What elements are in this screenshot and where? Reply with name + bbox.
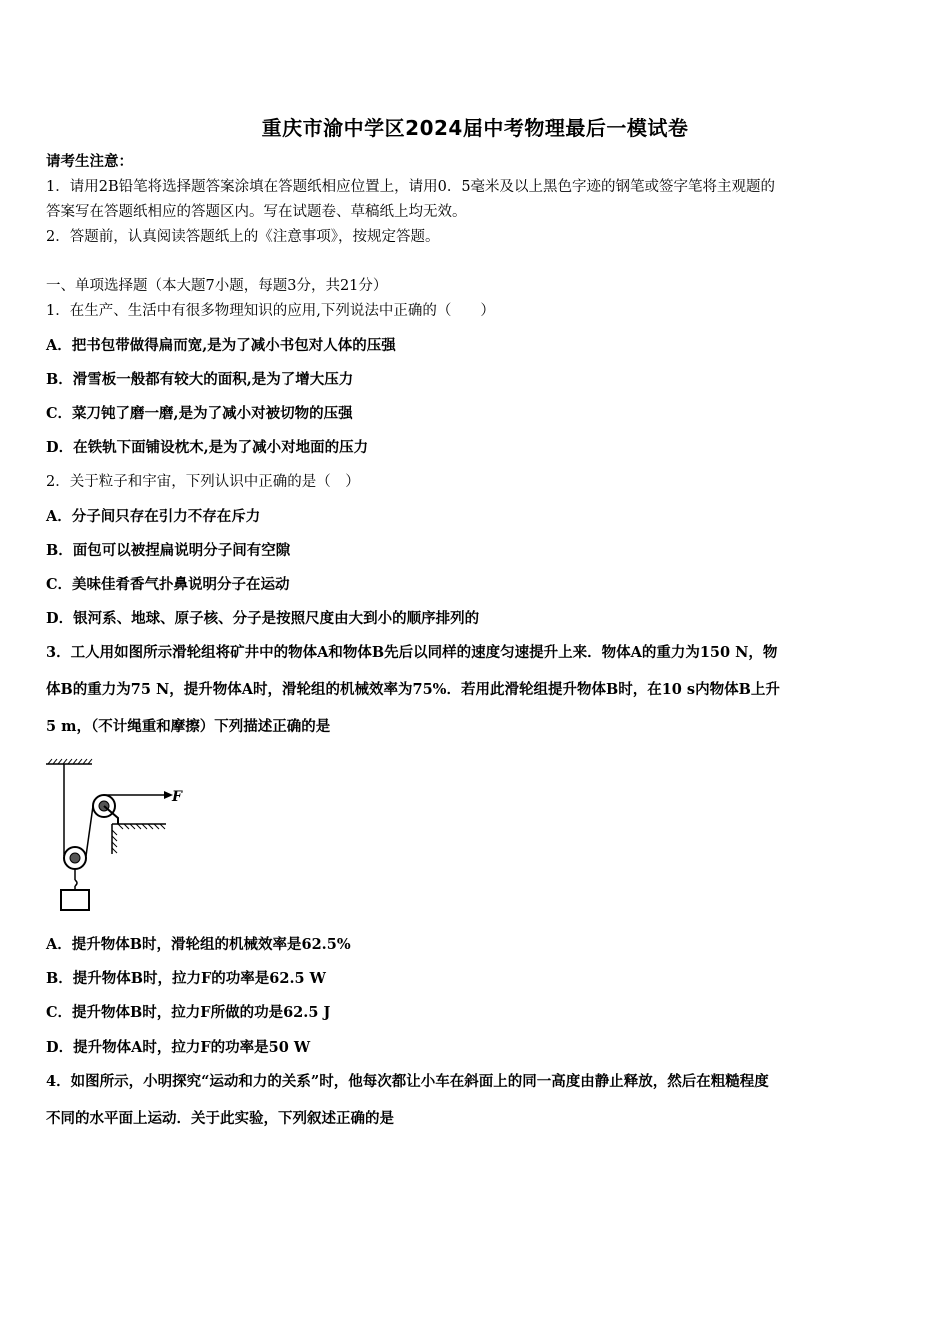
question-1-option-d: D．在铁轨下面铺设枕木,是为了减小对地面的压力 — [46, 439, 369, 456]
question-2-option-d: D．银河系、地球、原子核、分子是按照尺度由大到小的顺序排列的 — [46, 610, 480, 627]
question-4-stem-line-1: 4．如图所示，小明探究“运动和力的关系”时，他每次都让小车在斜面上的同一高度由静止释放，然后在粗糙程度 — [46, 1073, 769, 1090]
notice-item-1-line-2: 答案写在答题纸相应的答题区内。写在试题卷、草稿纸上均无效。 — [46, 204, 467, 220]
question-2-stem: 2．关于粒子和宇宙，下列认识中正确的是（ ） — [46, 474, 360, 490]
question-3-option-c: C．提升物体B时，拉力F所做的功是62.5 J — [46, 1004, 331, 1021]
movable-pulley-axle — [70, 853, 80, 863]
exam-title: 重庆市渝中学区2024届中考物理最后一模试卷 — [261, 116, 689, 140]
question-2-option-c: C．美味佳肴香气扑鼻说明分子在运动 — [46, 576, 290, 593]
question-1-option-b: B．滑雪板一般都有较大的面积,是为了增大压力 — [46, 371, 354, 388]
question-3-option-d: D．提升物体A时，拉力F的功率是50 W — [46, 1039, 311, 1056]
hook-icon — [75, 880, 77, 886]
force-label: F — [172, 789, 182, 805]
section-heading: 一、单项选择题（本大题7小题，每题3分，共21分） — [46, 278, 388, 294]
question-2-option-b: B．面包可以被捏扁说明分子间有空隙 — [46, 542, 291, 559]
notice-heading: 请考生注意： — [46, 153, 133, 170]
question-1-option-c: C．菜刀钝了磨一磨,是为了减小对被切物的压强 — [46, 405, 353, 422]
wall-hatch — [112, 824, 165, 853]
question-4-stem-line-2: 不同的水平面上运动．关于此实验，下列叙述正确的是 — [46, 1110, 394, 1127]
question-3-stem-line-1: 3．工人用如图所示滑轮组将矿井中的物体A和物体B先后以同样的速度匀速提升上来．物体A的重力为150 N，物 — [46, 644, 778, 661]
question-3-option-a: A．提升物体B时，滑轮组的机械效率是62.5% — [46, 936, 351, 953]
load-block — [61, 890, 89, 910]
rope-middle — [86, 806, 93, 856]
question-1-stem: 1．在生产、生活中有很多物理知识的应用,下列说法中正确的（ ） — [46, 303, 495, 319]
question-3-stem-line-2: 体B的重力为75 N，提升物体A时，滑轮组的机械效率为75%．若用此滑轮组提升物体B时，在10 s内物体B上升 — [46, 681, 780, 698]
notice-item-2: 2．答题前，认真阅读答题纸上的《注意事项》，按规定答题。 — [46, 229, 440, 245]
notice-item-1-line-1: 1．请用2B铅笔将选择题答案涂填在答题纸相应位置上，请用0．5毫米及以上黑色字迹的钢笔或签字笔将主观题的 — [46, 179, 776, 195]
question-1-option-a: A．把书包带做得扁而宽,是为了减小书包对人体的压强 — [46, 337, 396, 354]
question-3-stem-line-3: 5 m，（不计绳重和摩擦）下列描述正确的是 — [46, 718, 331, 735]
question-2-option-a: A．分子间只存在引力不存在斥力 — [46, 508, 261, 525]
pulley-diagram — [40, 752, 200, 922]
question-3-option-b: B．提升物体B时，拉力F的功率是62.5 W — [46, 970, 326, 987]
